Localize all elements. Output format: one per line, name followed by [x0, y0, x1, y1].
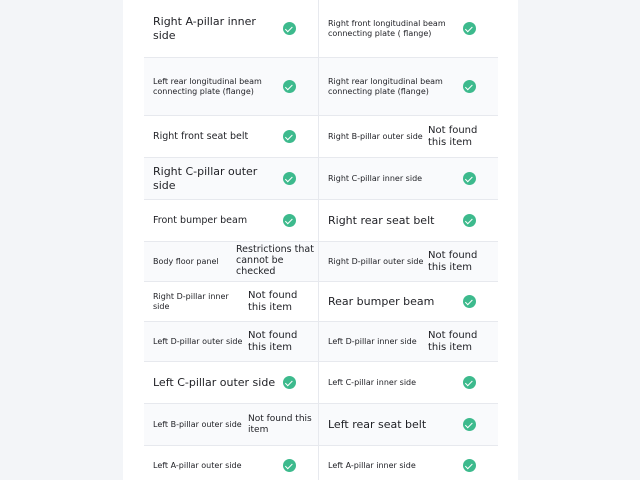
item-label: Left A-pillar outer side — [153, 460, 242, 470]
inspection-item — [144, 362, 319, 404]
inspection-item — [144, 158, 319, 200]
item-status: Not found this item — [248, 290, 298, 313]
item-label: Right front seat belt — [153, 130, 249, 142]
inspection-item — [319, 158, 498, 200]
item-label: Right rear seat belt — [328, 213, 435, 227]
check-circle-icon — [463, 295, 476, 308]
check-circle-icon — [283, 80, 296, 93]
check-circle-icon — [463, 418, 476, 431]
item-label: Left D-pillar inner side — [328, 336, 417, 346]
inspection-item — [144, 446, 319, 480]
check-circle-icon — [463, 459, 476, 472]
inspection-item — [144, 58, 319, 116]
item-label: Right B-pillar outer side — [328, 131, 423, 141]
inspection-results-card — [123, 0, 518, 480]
check-circle-icon — [283, 459, 296, 472]
inspection-grid — [144, 0, 498, 480]
inspection-item — [319, 282, 498, 322]
item-label: Left rear seat belt — [328, 417, 427, 431]
inspection-item — [319, 242, 498, 282]
item-status: Not found this item — [428, 125, 478, 148]
item-status: Not found this item — [248, 414, 312, 435]
check-circle-icon — [283, 130, 296, 143]
item-label: Body floor panel — [153, 256, 219, 266]
item-label: Left D-pillar outer side — [153, 336, 243, 346]
item-label: Right front longitudinal beam connecting plate ( flange) — [328, 18, 446, 38]
inspection-item — [144, 282, 319, 322]
item-label: Left rear longitudinal beam connecting plate (flange) — [153, 76, 262, 96]
check-circle-icon — [283, 214, 296, 227]
inspection-item — [144, 322, 319, 362]
item-label: Right C-pillar inner side — [328, 173, 423, 183]
check-circle-icon — [463, 22, 476, 35]
check-circle-icon — [283, 22, 296, 35]
item-status: Not found this item — [248, 330, 298, 353]
inspection-item — [319, 322, 498, 362]
item-label: Right rear longitudinal beam connecting plate (flange) — [328, 76, 443, 96]
check-circle-icon — [463, 214, 476, 227]
inspection-item — [144, 242, 319, 282]
inspection-item — [319, 0, 498, 58]
inspection-item — [144, 200, 319, 242]
item-label: Left A-pillar inner side — [328, 460, 416, 470]
item-label: Rear bumper beam — [328, 294, 435, 308]
item-status: Not found this item — [428, 250, 478, 273]
inspection-item — [319, 404, 498, 446]
inspection-item — [144, 0, 319, 58]
item-status: Not found this item — [428, 330, 478, 353]
item-label: Left B-pillar outer side — [153, 419, 242, 429]
item-status: Restrictions that cannot be checked — [236, 244, 314, 277]
item-label: Right C-pillar outer side — [153, 165, 258, 192]
inspection-item — [144, 116, 319, 158]
check-circle-icon — [463, 80, 476, 93]
item-label: Left C-pillar inner side — [328, 377, 417, 387]
check-circle-icon — [283, 376, 296, 389]
inspection-item — [319, 116, 498, 158]
inspection-item — [319, 362, 498, 404]
check-circle-icon — [463, 376, 476, 389]
inspection-item — [319, 200, 498, 242]
item-label: Right A-pillar inner side — [153, 15, 256, 42]
check-circle-icon — [463, 172, 476, 185]
item-label: Front bumper beam — [153, 214, 248, 226]
item-label: Right D-pillar outer side — [328, 256, 424, 266]
inspection-item — [319, 446, 498, 480]
item-label: Right D-pillar inner side — [153, 291, 229, 311]
inspection-item — [319, 58, 498, 116]
item-label: Left C-pillar outer side — [153, 375, 276, 389]
check-circle-icon — [283, 172, 296, 185]
inspection-item — [144, 404, 319, 446]
